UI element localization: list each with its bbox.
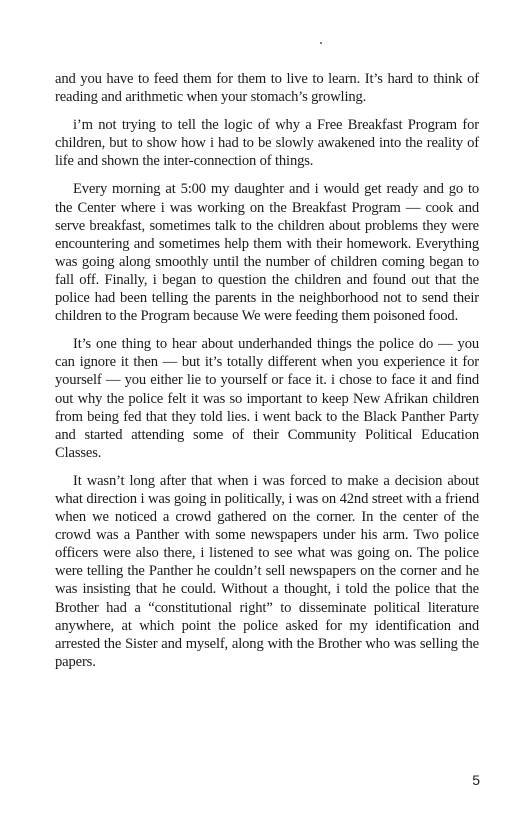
paragraph-4: It’s one thing to hear about underhanded things the police do — you can ignore it then — but it’s totally different when you experience it for yourself — you either lie to yourself or face it. i chose to face it and find out why the police felt it was so important to keep New Afrikan children from being fed that they told lies. i went back to the Black Panther Party and started attending some of their Community Political Education Classes. <box>55 336 479 461</box>
paragraph-5: It wasn’t long after that when i was forced to make a decision about what direction i was going in politically, i was on 42nd street with a friend when we noticed a crowd gathered on the corner. In the center of the crowd was a Panther with some newspapers under his arm. Two police officers were also there, i listened to see what was going on. The police were telling the Panther he couldn’t sell newspapers on the corner and he was insisting that he could. Without a thought, i told the police that the Brother had a “constitutional right” to disseminate political literature anywhere, at which point the police asked for my identification and arrested the Sister and myself, along with the Brother who was selling the papers. <box>55 472 479 670</box>
paragraph-2: i’m not trying to tell the logic of why a Free Breakfast Program for children, but to show how i had to be slowly awakened into the reality of life and shown the inter-connection of things. <box>55 117 479 170</box>
page-body <box>55 70 479 681</box>
paragraph-1: and you have to feed them for them to live to learn. It’s hard to think of reading and arithmetic when your stomach’s growling. <box>55 71 479 106</box>
page-number: 5 <box>472 772 480 788</box>
paragraph-3: Every morning at 5:00 my daughter and i would get ready and go to the Center where i was working on the Breakfast Program — cook and serve breakfast, sometimes talk to the children about problems they were encountering and sometimes help them with their homework. Everything was going along smoothly until the number of children coming began to fall off. Finally, i began to question the children and found out that the police had been telling the parents in the neighborhood not to send their children to the Program because We were feeding them poisoned food. <box>55 181 479 325</box>
scan-speck <box>320 42 322 44</box>
